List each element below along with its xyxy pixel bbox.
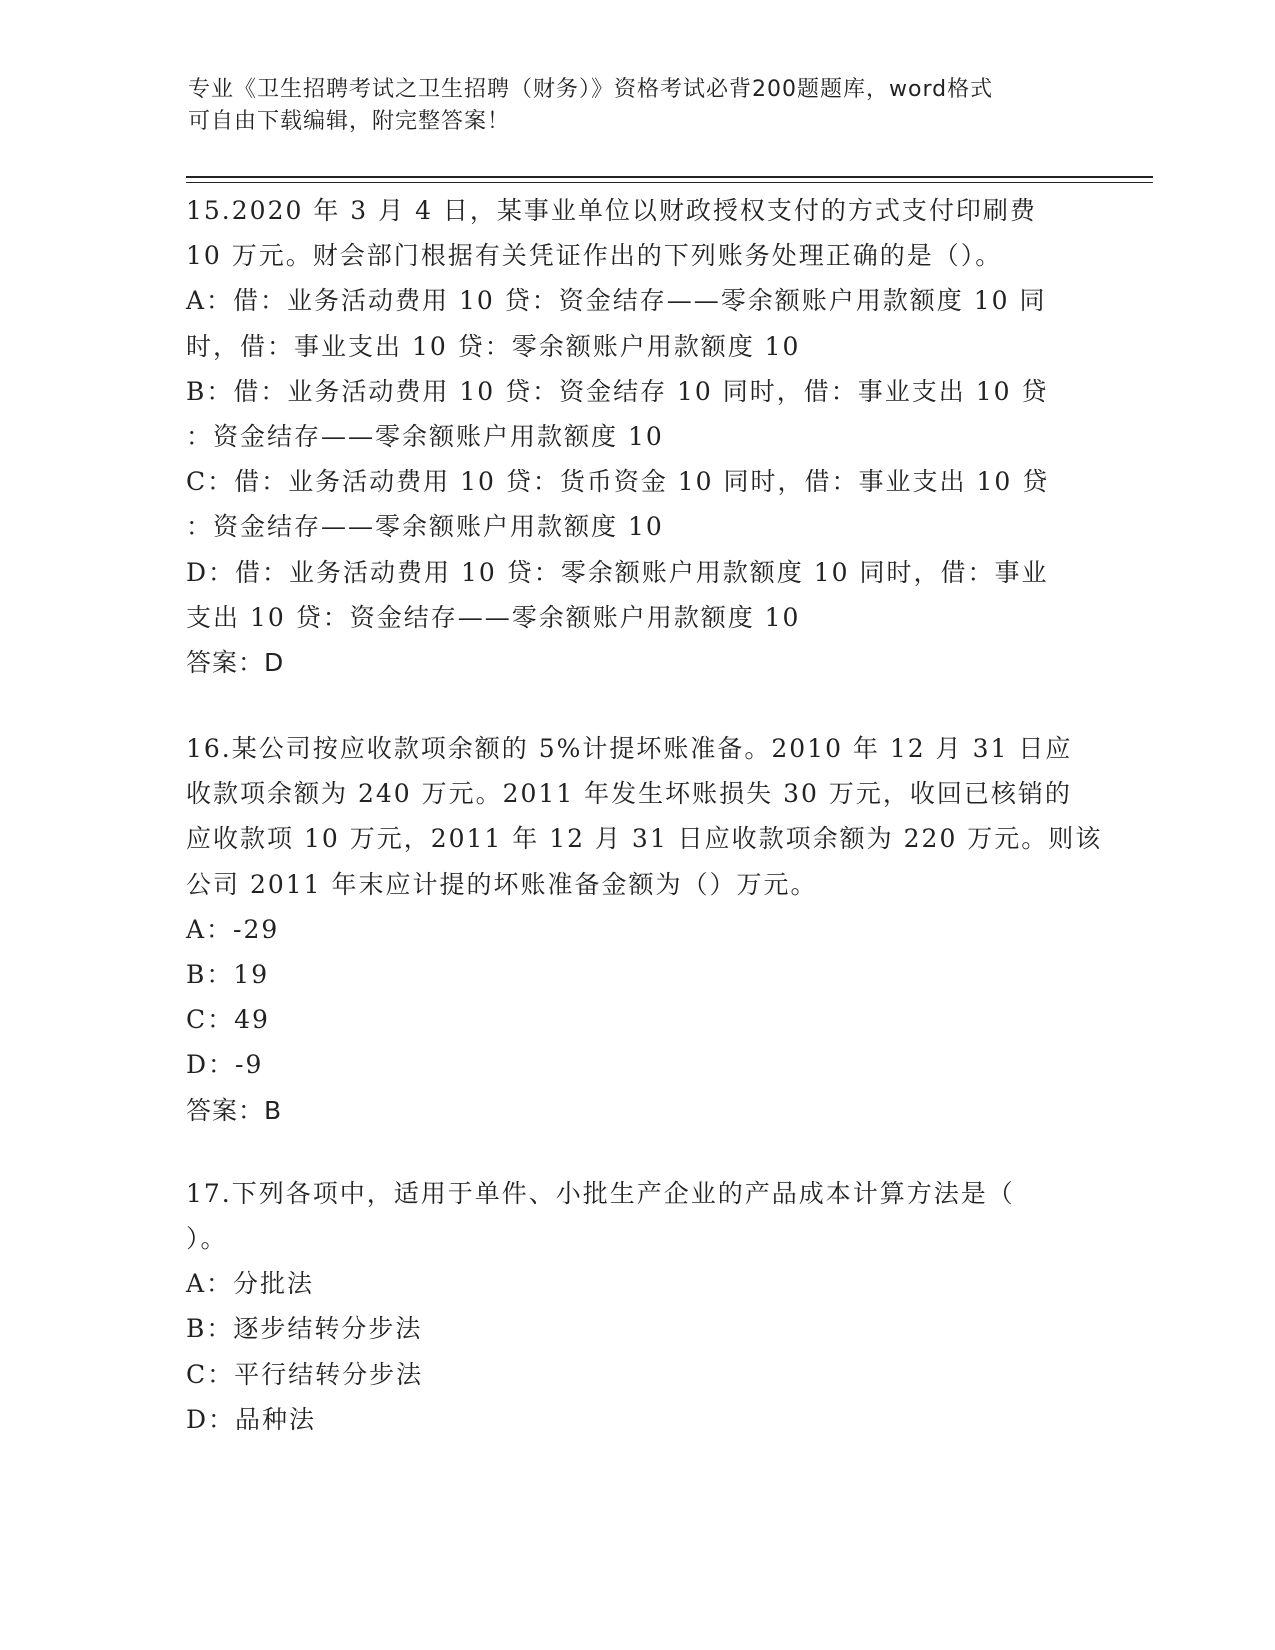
header-line-1: 专业《卫生招聘考试之卫生招聘（财务）》资格考试必背200题题库，word格式 (188, 77, 994, 102)
question-stem-line: ）。 (186, 1223, 228, 1253)
option-b-line: B：19 (186, 960, 270, 989)
question-16 (186, 726, 1103, 1133)
question-stem-line: 15.2020 年 3 月 4 日，某事业单位以财政授权支付的方式支付印刷费 (186, 196, 1037, 225)
option-d-line: 支出 10 贷：资金结存——零余额账户用款额度 10 (186, 602, 801, 632)
option-c-line: C：49 (186, 1005, 270, 1035)
option-b-line: B：借：业务活动费用 10 贷：资金结存 10 同时，借：事业支出 10 贷 (186, 376, 1049, 406)
question-spacer (186, 685, 1086, 726)
answer-label: 答案：D (186, 647, 285, 677)
question-stem-line: 17.下列各项中，适用于单件、小批生产企业的产品成本计算方法是（ (186, 1178, 1015, 1208)
option-b-line: ：资金结存——零余额账户用款额度 10 (186, 421, 664, 451)
question-list (186, 188, 1103, 1442)
document-header (188, 74, 1068, 138)
question-17 (186, 1171, 1086, 1442)
option-a-line: A：分批法 (186, 1269, 315, 1299)
question-stem-line: 公司 2011 年末应计提的坏账准备金额为（）万元。 (186, 869, 818, 899)
option-a-line: A：借：业务活动费用 10 贷：资金结存——零余额账户用款额度 10 同 (186, 286, 1047, 316)
question-stem-line: 10 万元。财会部门根据有关凭证作出的下列账务处理正确的是（）。 (186, 241, 1003, 271)
question-15 (186, 188, 1086, 685)
question-stem-line: 收款项余额为 240 万元。2011 年发生坏账损失 30 万元，收回已核销的 (186, 779, 1072, 809)
question-stem-line: 应收款项 10 万元，2011 年 12 月 31 日应收款项余额为 220 万元。则该 (186, 824, 1103, 854)
header-divider-thin (186, 182, 1153, 183)
option-c-line: ：资金结存——零余额账户用款额度 10 (186, 512, 664, 542)
option-b-line: B：逐步结转分步法 (186, 1314, 423, 1344)
option-c-line: C：借：业务活动费用 10 贷：货币资金 10 同时，借：事业支出 10 贷 (186, 467, 1050, 497)
option-d-line: D：-9 (186, 1050, 264, 1080)
question-stem-line: 16.某公司按应收款项余额的 5%计提坏账准备。2010 年 12 月 31 日应 (186, 734, 1073, 764)
option-a-line: 时，借：事业支出 10 贷：零余额账户用款额度 10 (186, 331, 801, 361)
question-spacer (186, 1133, 1086, 1171)
option-a-line: A：-29 (186, 914, 280, 944)
header-divider-thick (186, 176, 1153, 178)
answer-label: 答案：B (186, 1095, 283, 1125)
option-d-line: D：品种法 (186, 1404, 317, 1434)
header-line-2: 可自由下载编辑，附完整答案！ (188, 109, 511, 134)
option-c-line: C：平行结转分步法 (186, 1359, 424, 1389)
option-d-line: D：借：业务活动费用 10 贷：零余额账户用款额度 10 同时，借：事业 (186, 557, 1049, 587)
